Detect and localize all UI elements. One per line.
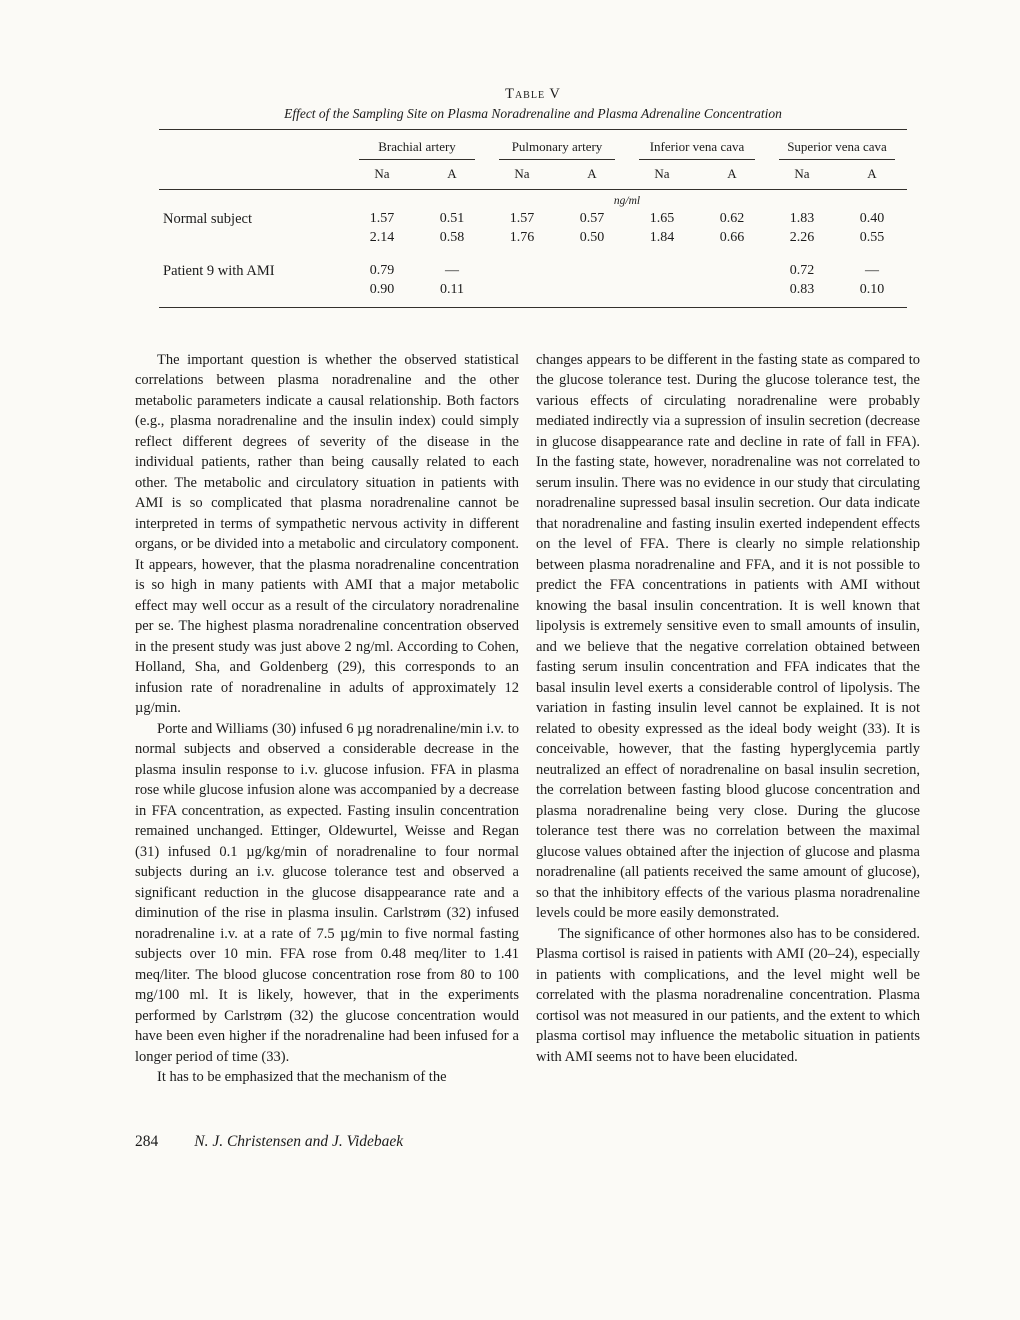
subcolumn-header: A xyxy=(557,160,627,190)
paragraph: changes appears to be different in the fasting state as compared to the glucose tolerance test. During the glucose tolerance test, the various effects of circulating noradrenaline were probably mediated indirectly via a supression of insulin secretion (decrease in glucose disappearance rate and decline in rate of fall in FFA). In the fasting state, however, noradrenaline was not correlated to serum insulin. There was no evidence in our study that circulating noradrenaline supressed basal insulin secretion. Our data indicate that noradrenaline and fasting insulin exerted independent effects on the level of FFA. There is clearly no simple relationship between plasma noradrenaline and FFA, and it is not possible to predict the FFA concentrations in patients with AMI without knowing the basal insulin concentration. It is well known that lipolysis is extremely sensitive even to small amounts of insulin, and we believe that the negative correlation obtained between fasting serum insulin concentration and FFA indicates that the basal insulin level exerts a considerable control of lipolysis. The variation in fasting insulin level cannot be explained. It is not related to obesity expressed as the ideal body weight (33). It is conceivable, however, that the fasting hyperglycemia partly neutralized an effect of noradrenaline on basal insulin secretion, the correlation between fasting blood glucose concentration and plasma noradrenaline being very close. During the glucose tolerance test there was no correlation between the maximal glucose values obtained after the injection of glucose and plasma noradrenaline (all patients received the same amount of glucose), so that the inhibitory effects of the various plasma noradrenaline levels could be more easily demonstrated. xyxy=(536,351,920,921)
data-cell: 1.57 xyxy=(369,210,395,226)
subcolumn-header: Na xyxy=(627,160,697,190)
column-group-label: Inferior vena cava xyxy=(639,139,755,160)
subcolumn-header: Na xyxy=(767,160,837,190)
data-cell: 0.66 xyxy=(719,229,745,245)
data-cell: — xyxy=(445,262,459,278)
table-caption: Effect of the Sampling Site on Plasma Noradrenaline and Plasma Adrenaline Concentration xyxy=(284,106,782,121)
data-cell: 0.72 xyxy=(789,262,815,278)
table-label: Table V xyxy=(505,86,561,102)
data-cell: 0.40 xyxy=(859,210,885,226)
data-cell: 1.84 xyxy=(649,229,675,245)
subcolumn-row xyxy=(159,160,907,190)
data-cell: 1.83 xyxy=(789,210,815,226)
data-cell: 0.83 xyxy=(789,281,815,297)
paragraph: The significance of other hormones also has to be considered. Plasma cortisol is raised in patients with AMI (20–24), especially in patients with complications, and the level might well be correlated with the plasma noradrenaline concentration. Plasma cortisol was not measured in our patients, and the extent to which plasma cortisol may influence the metabolic situation in patients with AMI seems not to have been elucidated. xyxy=(536,925,920,1065)
data-cell: 2.26 xyxy=(789,229,815,245)
data-cell xyxy=(487,261,557,280)
data-cell: 0.10 xyxy=(859,281,885,297)
data-cell: 0.51 xyxy=(439,210,465,226)
data-cell: 1.65 xyxy=(649,210,675,226)
data-cell xyxy=(557,280,627,299)
data-cell: 1.57 xyxy=(509,210,535,226)
data-cell xyxy=(697,280,767,299)
data-cell: 0.11 xyxy=(440,281,464,297)
running-authors: N. J. Christensen and J. Videbaek xyxy=(194,1133,404,1150)
table-row xyxy=(159,209,907,228)
data-cell: 0.58 xyxy=(439,229,465,245)
column-group-label: Pulmonary artery xyxy=(499,139,615,160)
subcolumn-header: A xyxy=(837,160,907,190)
subcolumn-header: Na xyxy=(487,160,557,190)
row-spacer xyxy=(159,247,907,261)
data-cell xyxy=(697,261,767,280)
spacer-cell xyxy=(159,247,907,261)
data-cell: 1.76 xyxy=(509,229,535,245)
unit-row xyxy=(159,190,907,210)
padding-cell xyxy=(159,299,907,307)
data-cell: 0.79 xyxy=(369,262,395,278)
row-label-column-subheader xyxy=(159,160,347,190)
table-row xyxy=(159,261,907,280)
paragraph: Porte and Williams (30) infused 6 µg noradrenaline/min i.v. to normal subjects and observed a considerable decrease in the plasma insulin response to i.v. glucose infusion. FFA in plasma rose while glucose infusion alone was accompanied by a decrease in FFA concentration, as expected. Fasting insulin concentration remained unchanged. Ettinger, Oldewurtel, Weisse and Regan (31) infused 0.1 µg/kg/min of noradrenaline to four normal subjects during an i.v. glucose tolerance test and observed a significant reduction in the glucose disappearance rate and a diminution of the rise in plasma insulin. Carlstrøm (32) infused noradrenaline i.v. at a rate of 7.5 µg/min to five normal fasting subjects over 10 min. FFA rose from 0.48 meq/liter to 1.41 meq/liter. The blood glucose concentration rose from 80 to 100 mg/100 ml. It is likely, however, that in the experiments performed by Carlstrøm (32) the glucose concentration would have been even higher if the noradrenaline had been infused for a longer period of time (33). xyxy=(135,720,519,1065)
page-number: 284 xyxy=(135,1133,159,1150)
column-group-header xyxy=(347,130,487,161)
column-group-label: Superior vena cava xyxy=(779,139,895,160)
body-columns xyxy=(135,350,920,1088)
right-column xyxy=(536,350,920,1088)
data-cell xyxy=(627,261,697,280)
paragraph: The important question is whether the observed statistical correlations between plasma noradrenaline and the other metabolic parameters indicate a causal relationship. Both factors (e.g., plasma noradrenaline and the insulin index) could simply reflect different degrees of severity of the disease in the individual patients, rather than being causally related to each other. The metabolic and circulatory situation in patients with AMI is so complicated that plasma noradrenaline cannot be interpreted in terms of sympathetic nervous activity in different organs, or be divided into a metabolic and circulatory component. It appears, however, that the plasma noradrenaline concentration is so high in many patients with AMI that a major metabolic effect may well occur as a result of the circulatory noradrenaline per se. The highest plasma noradrenaline concentration observed in the present study was just above 2 ng/ml. According to Cohen, Holland, Sha, and Goldenberg (29), this corresponds to an infusion rate of noradrenaline in adults of approximately 12 µg/min. xyxy=(135,351,519,716)
data-cell: 2.14 xyxy=(369,229,395,245)
data-cell xyxy=(627,280,697,299)
data-cell: 0.57 xyxy=(579,210,605,226)
paragraph: It has to be emphasized that the mechanism of the xyxy=(157,1069,447,1085)
unit-label: ng/ml xyxy=(613,195,641,207)
data-cell: 0.50 xyxy=(579,229,605,245)
left-column xyxy=(135,350,519,1088)
page-footer xyxy=(135,1133,403,1151)
data-cell: 0.55 xyxy=(859,229,885,245)
subcolumn-header: A xyxy=(417,160,487,190)
table-body xyxy=(159,190,907,308)
table-bottom-padding xyxy=(159,299,907,307)
row-label-column-header xyxy=(159,130,347,161)
subcolumn-header: Na xyxy=(347,160,417,190)
column-group-header xyxy=(627,130,767,161)
data-cell: — xyxy=(865,262,879,278)
data-table xyxy=(159,129,907,308)
data-cell xyxy=(487,280,557,299)
data-cell xyxy=(557,261,627,280)
row-label: Normal subject xyxy=(163,210,252,227)
column-group-label: Brachial artery xyxy=(359,139,475,160)
row-label: Patient 9 with AMI xyxy=(163,262,275,279)
data-cell: 0.90 xyxy=(369,281,395,297)
column-group-header xyxy=(767,130,907,161)
column-group-row xyxy=(159,130,907,161)
column-group-header xyxy=(487,130,627,161)
unit-row-label-cell xyxy=(159,190,347,210)
subcolumn-header: A xyxy=(697,160,767,190)
data-cell: 0.62 xyxy=(719,210,745,226)
table-section xyxy=(159,86,907,308)
